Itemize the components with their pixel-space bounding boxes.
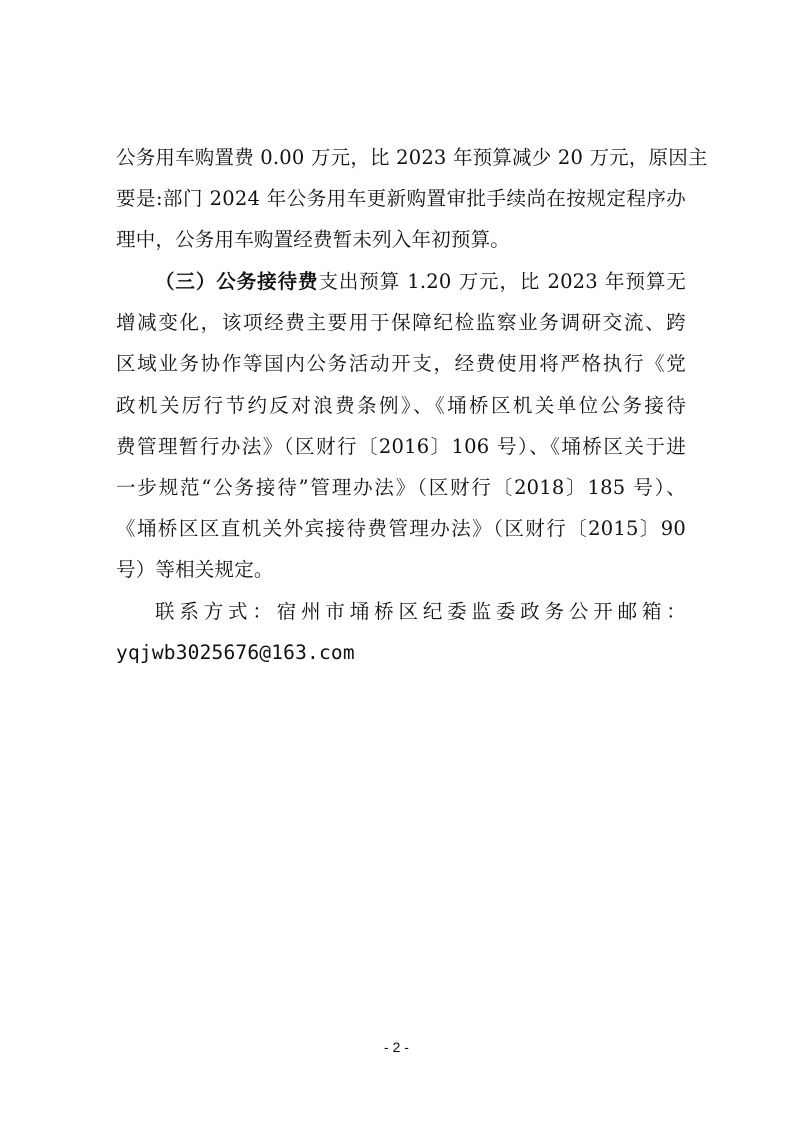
text-line: 理中，公务用车购置经费暂未列入年初预算。 bbox=[116, 228, 511, 251]
contact-label: 联系方式：宿州市埇桥区纪委监委政务公开邮箱： bbox=[155, 600, 686, 623]
text-line: 一步规范“公务接待”管理办法》（区财行〔2018〕185 号）、 bbox=[116, 476, 686, 499]
text-line: 要是:部门 2024 年公务用车更新购置审批手续尚在按规定程序办 bbox=[116, 187, 686, 210]
contact-email: yqjwb3025676@163.com bbox=[116, 641, 355, 664]
text-line: 费管理暂行办法》（区财行〔2016〕106 号）、《埇桥区关于进 bbox=[116, 435, 686, 458]
text-line: 区域业务协作等国内公务活动开支，经费使用将严格执行《党 bbox=[116, 352, 686, 375]
text-line: 政机关厉行节约反对浪费条例》、《埇桥区机关单位公务接待 bbox=[116, 394, 686, 417]
text-span: 支出预算 1.20 万元，比 2023 年预算无 bbox=[318, 270, 686, 293]
text-line: 公务用车购置费 0.00 万元，比 2023 年预算减少 20 万元，原因主 bbox=[116, 146, 708, 169]
section-heading: （三）公务接待费 bbox=[155, 270, 319, 293]
page-number: - 2 - bbox=[384, 1039, 409, 1055]
text-line: 增减变化，该项经费主要用于保障纪检监察业务调研交流、跨 bbox=[116, 311, 686, 334]
text-line: 《埇桥区区直机关外宾接待费管理办法》（区财行〔2015〕90 bbox=[116, 517, 686, 540]
text-line: 号）等相关规定。 bbox=[116, 558, 274, 581]
text-line bbox=[155, 270, 686, 294]
